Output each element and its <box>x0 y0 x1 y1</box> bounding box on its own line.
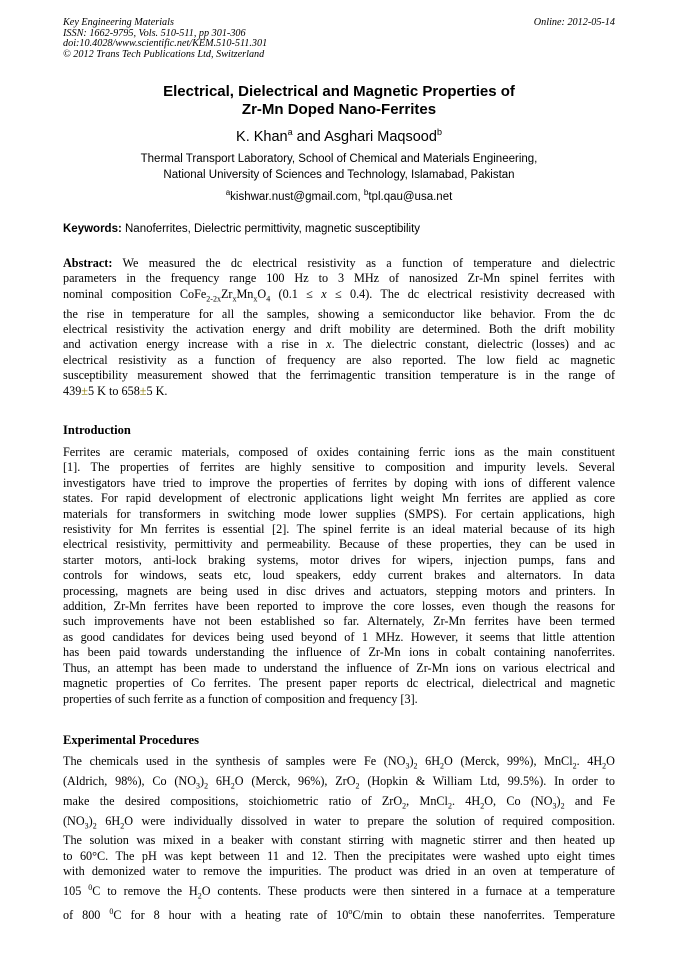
journal-name: Key Engineering Materials <box>63 17 174 28</box>
section-heading-experimental: Experimental Procedures <box>63 733 199 747</box>
intro-line: [1]. The properties of ferrites are highly sensitive to composition and impurity levels. Several <box>63 460 615 475</box>
intro-line: properties of such ferrite as a function of composition and frequency [3]. <box>63 691 418 706</box>
email-link[interactable]: kishwar.nust@gmail.com <box>230 190 358 203</box>
intro-line: materials for transformers in switching mode lower supplies (SMPS). For certain applications, high <box>63 506 615 521</box>
journal-copyright: © 2012 Trans Tech Publications Ltd, Switzerland <box>63 48 265 60</box>
intro-line: has been paid towards understanding the influence of Zr-Mn ions in cobalt containing nanoferrites. <box>63 645 615 660</box>
keywords-label: Keywords: <box>63 223 122 235</box>
intro-line: addition, Zr-Mn ferrites have been reported to improve the core losses, even though the reasons for <box>63 599 615 614</box>
intro-line: states. For rapid development of electronic applications light weight Mn ferrites are applied as core <box>63 491 615 506</box>
intro-line: starter motors, anti-lock braking systems, motor drives for wipers, injection pumps, fans and <box>63 552 615 567</box>
exp-line: make the desired compositions, stoichiometric ratio of ZrO$_2$, MnCl$_2$. $4H_2O$, Co $(NO_3)_2$ and Fe <box>63 793 615 811</box>
intro-line: Thus, an attempt has been made to understand the influence of Zr-Mn ions on various electrical and <box>63 660 615 675</box>
author-affil-mark: a <box>287 127 293 137</box>
keywords <box>63 222 615 236</box>
exp-line: of 800 $^0$C for 8 hour with a heating rate of 10$^o$C/min to obtain these nanoferrites. Temperature <box>63 906 615 922</box>
intro-line: controls for windows, seats etc, loud speakers, eddy current brakes and alternators. In data <box>63 568 615 583</box>
keywords-text: Nanoferrites, Dielectric permittivity, magnetic susceptibility <box>121 223 421 235</box>
abstract-line: electrical resistivity the activation energy and drift mobility are determined. Both the drift mobility <box>63 322 615 337</box>
email-mark: a <box>225 188 231 197</box>
title-line: Electrical, Dielectrical and Magnetic Properties of <box>163 83 515 100</box>
abstract-line: electrical resistivity as a function of frequency are also reported. The low field ac magnetic <box>63 352 615 367</box>
intro-line: investigators have tried to improve the properties of ferrites by doping with ions of different valence <box>63 475 615 490</box>
abstract-line: Abstract: We measured the dc electrical resistivity as a function of temperature and dielectric <box>63 256 615 270</box>
abstract-line: parameters in the frequency range 100 Hz to 3 MHz of nanosized Zr-Mn spinel ferrites with <box>63 271 615 286</box>
author-name: Asghari Maqsood <box>324 128 437 145</box>
email-mark: b <box>363 188 369 197</box>
author-emails <box>0 186 678 204</box>
exp-line: 105 $^0$C to remove the $H_2O$ contents. These products were then sintered in a furnace at a temperature <box>63 882 615 901</box>
exp-line: to 60°C. The pH was kept between 11 and 12. Then the precipitates were washed upto eight times <box>63 848 615 863</box>
intro-line: as good candidates for devices being used beyond of 1 MHz. However, it seems that little attention <box>63 629 615 644</box>
email-link[interactable]: tpl.qau@usa.net <box>368 190 453 203</box>
section-heading-introduction: Introduction <box>63 423 131 437</box>
intro-line: such improvements have not been established so far. Alternately, Zr-Mn ferrites have been termed <box>63 614 615 629</box>
exp-line: (Aldrich, 98%), Co $(NO_3)_2$ $6H_2O$ (Merck, 96%), ZrO$_2$ (Hopkin & William Ltd, 99.5%). In order to <box>63 773 615 791</box>
intro-line: processing, magnets are being used in disc drives and actuators, stepping motors and printers. In <box>63 583 615 598</box>
intro-line: magnetic properties of Co ferrites. The present paper reports dc electrical, dielectrical and magnetic <box>63 676 615 691</box>
author-list <box>0 124 678 146</box>
intro-line: electrical resistivity, permittivity and permeability. Because of these properties, they can be used in <box>63 537 615 552</box>
introduction-body <box>63 445 615 707</box>
author-separator: and <box>292 128 325 145</box>
affiliation-line: National University of Sciences and Technology, Islamabad, Pakistan <box>163 169 515 181</box>
exp-line: The solution was mixed in a beaker with constant stirring with magnetic stirrer and then heated up <box>63 833 615 848</box>
author-affil-mark: b <box>436 127 442 137</box>
journal-issn: ISSN: 1662-9795, Vols. 510-511, pp 301-306 <box>63 27 246 39</box>
affiliation-line: Thermal Transport Laboratory, School of Chemical and Materials Engineering, <box>140 153 538 165</box>
abstract-line: and activation energy increase with a rise in x. The dielectric constant, dielectric (losses) and ac <box>63 337 615 352</box>
experimental-body <box>63 754 615 923</box>
intro-line: Ferrites are ceramic materials, composed of oxides containing ferric ions as the main constituent <box>63 445 615 459</box>
exp-line: $(NO_3)_2$ $6H_2O$ were individually dissolved in water to prepare the solution of required composition. <box>63 813 615 830</box>
abstract-line: the rise in temperature for all the samples, showing a semiconductor like behavior. From the dc <box>63 306 615 321</box>
abstract <box>63 256 615 399</box>
author-name: K. Khan <box>236 128 288 145</box>
abstract-line: nominal composition $CoFe_{2-2x}Zr_xMn_xO_4$ (0.1 ≤ x ≤ 0.4). The dc electrical resistivity decreased with <box>63 286 615 304</box>
intro-line: resistivity for Mn ferrites is essential [2]. The spinel ferrite is an ideal material because of its high <box>63 522 615 537</box>
abstract-label: Abstract: <box>63 256 113 270</box>
journal-doi[interactable]: doi:10.4028/www.scientific.net/KEM.510-511.301 <box>63 38 268 50</box>
abstract-line: susceptibility measurement showed that the ferrimagentic transition temperature is in the range of <box>63 368 615 383</box>
email-separator: , <box>357 190 364 203</box>
paper-title <box>0 83 678 118</box>
title-line: Zr-Mn Doped Nano-Ferrites <box>241 100 437 118</box>
online-date: Online: 2012-05-14 <box>533 17 615 28</box>
journal-header <box>63 18 267 60</box>
exp-line: with demonized water to remove the impurities. The product was dried in an oven at temperature of <box>63 864 615 879</box>
affiliation <box>0 151 678 183</box>
exp-line: The chemicals used in the synthesis of samples were Fe $(NO_3)_2$ $6H_2O$ (Merck, 99%), MnCl$_2$. $4H_2O$ <box>63 754 615 771</box>
abstract-line: 439±5 K to 658±5 K. <box>63 383 168 398</box>
